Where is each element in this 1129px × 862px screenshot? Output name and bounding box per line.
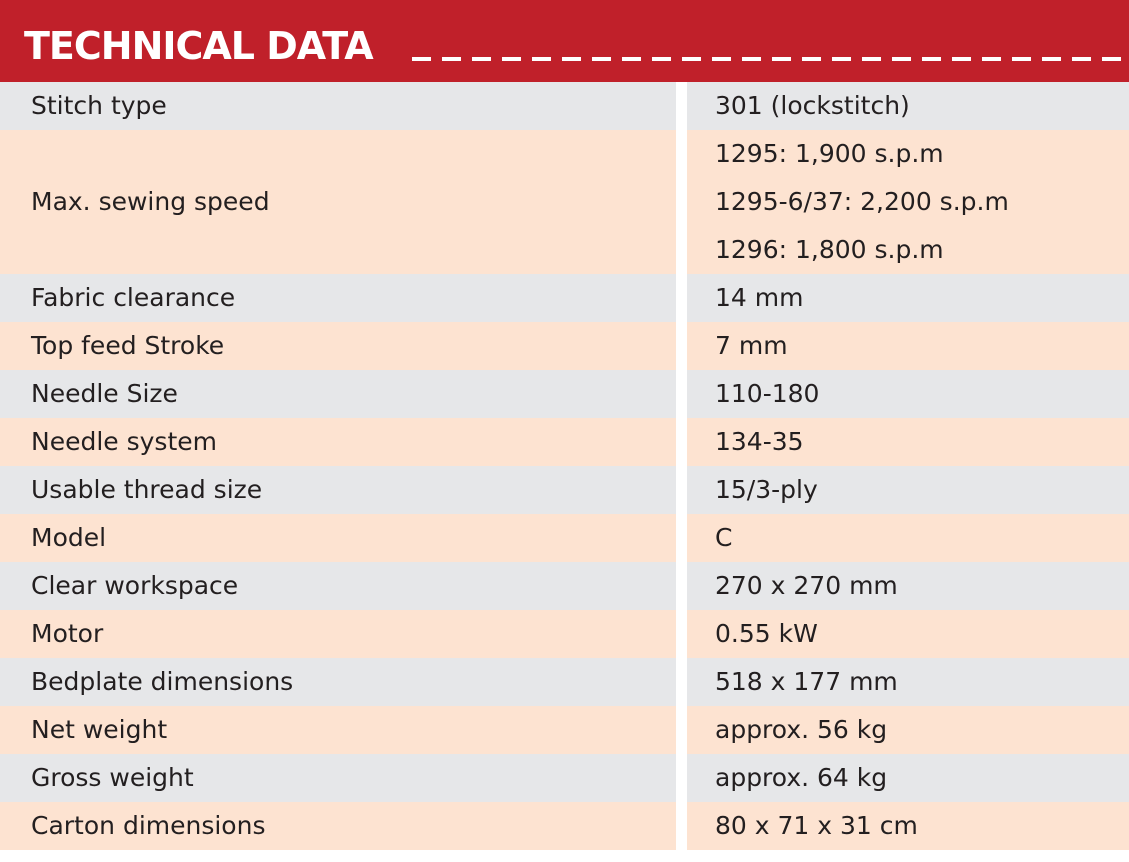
- table-row: [0, 274, 1129, 322]
- spec-value-cell: [687, 274, 1129, 322]
- spec-value-cell: [687, 514, 1129, 562]
- dashed-divider: [412, 57, 1123, 61]
- spec-value-cell: [687, 754, 1129, 802]
- spec-value: 1295-6/37: 2,200 s.p.m: [715, 187, 1009, 216]
- spec-value: 0.55 kW: [715, 619, 818, 648]
- spec-value-cell: [687, 658, 1129, 706]
- spec-value-cell: [687, 130, 1129, 274]
- spec-value-cell: [687, 418, 1129, 466]
- spec-value: 1295: 1,900 s.p.m: [715, 139, 944, 168]
- spec-label-cell: [0, 802, 676, 850]
- spec-label-cell: [0, 82, 676, 130]
- spec-value: 1296: 1,800 s.p.m: [715, 235, 944, 264]
- spec-label-cell: [0, 562, 676, 610]
- spec-label-cell: [0, 130, 676, 274]
- spec-label: Fabric clearance: [31, 283, 236, 312]
- spec-value-cell: [687, 562, 1129, 610]
- spec-label-cell: [0, 706, 676, 754]
- spec-value: 80 x 71 x 31 cm: [715, 811, 918, 840]
- spec-label: Stitch type: [31, 91, 167, 120]
- table-row: [0, 754, 1129, 802]
- spec-label: Model: [31, 523, 107, 552]
- spec-label-cell: [0, 754, 676, 802]
- spec-value: 7 mm: [715, 331, 788, 360]
- technical-data-table: [0, 82, 1129, 862]
- spec-value-cell: [687, 610, 1129, 658]
- spec-label-cell: [0, 658, 676, 706]
- spec-label: Usable thread size: [31, 475, 263, 504]
- table-row: [0, 370, 1129, 418]
- spec-value-cell: [687, 466, 1129, 514]
- spec-label: Top feed Stroke: [31, 331, 225, 360]
- spec-value-cell: [687, 322, 1129, 370]
- spec-label-cell: [0, 466, 676, 514]
- spec-value-cell: [687, 370, 1129, 418]
- spec-value: 15/3-ply: [715, 475, 818, 504]
- table-row: [0, 514, 1129, 562]
- spec-value: 518 x 177 mm: [715, 667, 898, 696]
- spec-label-cell: [0, 514, 676, 562]
- spec-value-cell: [687, 82, 1129, 130]
- table-row: [0, 562, 1129, 610]
- spec-label: Net weight: [31, 715, 168, 744]
- page-title: TECHNICAL DATA: [24, 24, 373, 68]
- spec-label: Max. sewing speed: [31, 187, 270, 216]
- spec-label-cell: [0, 322, 676, 370]
- spec-value: 301 (lockstitch): [715, 91, 910, 120]
- spec-value: 134-35: [715, 427, 804, 456]
- spec-label: Needle Size: [31, 379, 178, 408]
- spec-value: 110-180: [715, 379, 820, 408]
- spec-label-cell: [0, 418, 676, 466]
- table-row: [0, 706, 1129, 754]
- table-row: [0, 82, 1129, 130]
- table-row: [0, 130, 1129, 274]
- spec-value: 270 x 270 mm: [715, 571, 898, 600]
- spec-label: Needle system: [31, 427, 217, 456]
- spec-label-cell: [0, 610, 676, 658]
- spec-value: approx. 56 kg: [715, 715, 888, 744]
- table-row: [0, 418, 1129, 466]
- spec-label: Bedplate dimensions: [31, 667, 294, 696]
- table-row: [0, 610, 1129, 658]
- table-row: [0, 322, 1129, 370]
- spec-label: Carton dimensions: [31, 811, 266, 840]
- table-row: [0, 658, 1129, 706]
- table-row: [0, 466, 1129, 514]
- table-row: [0, 802, 1129, 850]
- spec-value: C: [715, 523, 733, 552]
- spec-label: Gross weight: [31, 763, 194, 792]
- title-banner: [0, 0, 1129, 82]
- spec-label-cell: [0, 370, 676, 418]
- spec-value-cell: [687, 706, 1129, 754]
- spec-value-cell: [687, 802, 1129, 850]
- spec-label-cell: [0, 274, 676, 322]
- spec-value: approx. 64 kg: [715, 763, 888, 792]
- spec-label: Clear workspace: [31, 571, 239, 600]
- spec-label: Motor: [31, 619, 104, 648]
- spec-value: 14 mm: [715, 283, 804, 312]
